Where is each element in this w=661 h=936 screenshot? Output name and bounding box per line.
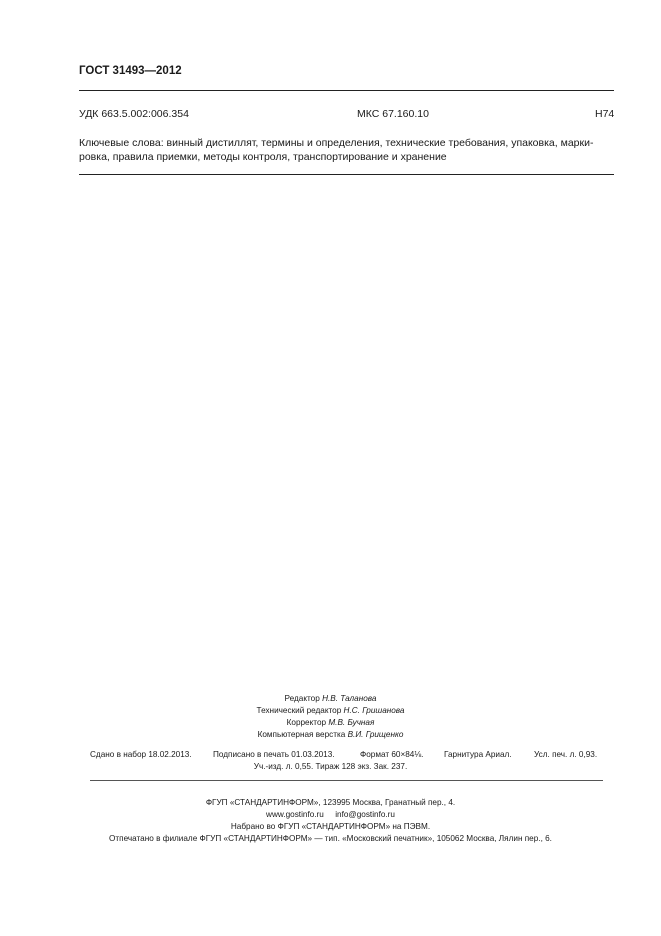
standard-code: ГОСТ 31493—2012 <box>79 65 182 77</box>
publisher-address: ФГУП «СТАНДАРТИНФОРМ», 123995 Москва, Гранатный пер., 4. <box>205 798 456 807</box>
keywords-line-2: ровка, правила приемки, методы контроля, транспортирование и хранение <box>79 151 447 163</box>
divider-keywords <box>79 174 614 175</box>
staff-name: М.В. Бучная <box>328 718 375 727</box>
staff-tech-editor <box>0 705 661 717</box>
staff-role: Корректор <box>286 718 327 727</box>
publisher-email: info@gostinfo.ru <box>335 810 395 819</box>
print-format: Формат 60×84⅛. <box>360 750 424 759</box>
staff-role: Редактор <box>284 694 320 703</box>
publisher-printed: Отпечатано в филиале ФГУП «СТАНДАРТИНФОРМ» — тип. «Московский печатник», 105062 Москва, Лялин пер., 6. <box>109 834 552 843</box>
staff-layout <box>0 729 661 741</box>
staff-role: Технический редактор <box>256 706 342 715</box>
mks-code: МКС 67.160.10 <box>357 108 429 120</box>
classification-code: Н74 <box>595 108 615 120</box>
staff-role: Компьютерная верстка <box>257 730 346 739</box>
keywords <box>79 136 614 164</box>
keywords-line-1: Ключевые слова: винный дистиллят, термины и определения, технические требования, упаковка, марки- <box>79 137 594 149</box>
staff-editor <box>0 693 661 705</box>
staff-name: Н.В. Таланова <box>322 694 377 703</box>
print-submitted: Сдано в набор 18.02.2013. <box>90 750 192 759</box>
divider-top <box>79 90 614 91</box>
staff-corrector <box>0 717 661 729</box>
udk-code: УДК 663.5.002:006.354 <box>79 108 189 120</box>
print-run-details: Уч.-изд. л. 0,55. Тираж 128 экз. Зак. 237. <box>253 762 408 771</box>
divider-print <box>90 780 603 781</box>
print-typeface: Гарнитура Ариал. <box>444 750 512 759</box>
print-signed: Подписано в печать 01.03.2013. <box>213 750 335 759</box>
print-sheets: Усл. печ. л. 0,93. <box>534 750 598 759</box>
staff-name: В.И. Грищенко <box>347 730 404 739</box>
publisher-contacts <box>0 809 661 821</box>
publisher-typeset: Набрано во ФГУП «СТАНДАРТИНФОРМ» на ПЭВМ. <box>230 822 431 831</box>
staff-name: Н.С. Гришанова <box>343 706 405 715</box>
publisher-website: www.gostinfo.ru <box>266 810 324 819</box>
